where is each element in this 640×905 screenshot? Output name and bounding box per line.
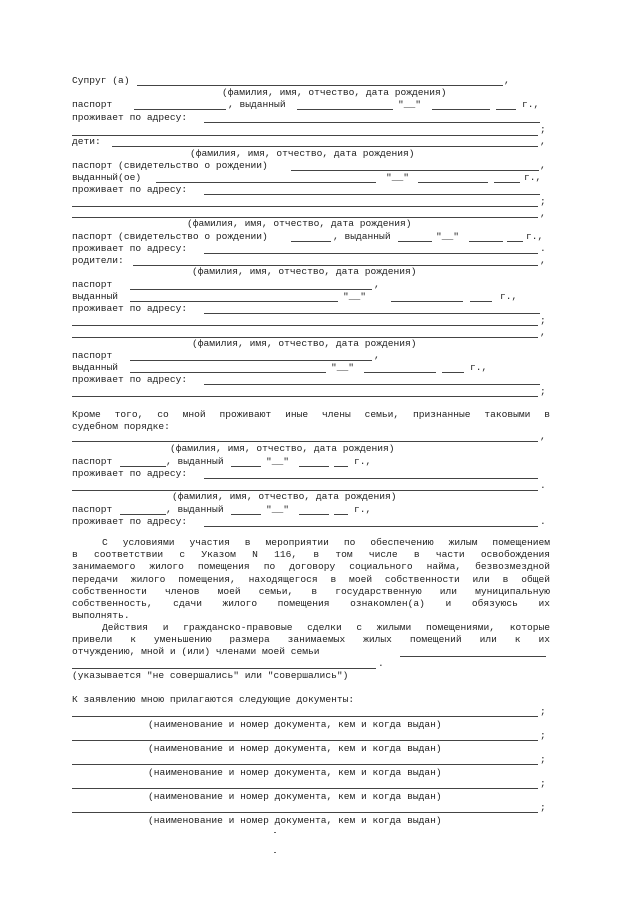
conditions-line-3: занимаемого жилого помещения по договору социального найма, безвозмездной (72, 561, 550, 572)
other1-caption: (фамилия, имя, отчество, дата рождения) (170, 443, 395, 454)
period: . (540, 243, 546, 254)
parent2-issued-label: выданный (72, 362, 119, 373)
spouse-name-field[interactable] (137, 85, 503, 86)
child1-name-field[interactable] (112, 146, 538, 147)
comma: , (540, 136, 546, 147)
child1-day-field[interactable]: "__" (386, 172, 410, 183)
comma: , (504, 75, 510, 86)
other1-year-label: г., (354, 456, 372, 467)
other2-year-field[interactable] (334, 514, 348, 515)
other2-address-label: проживает по адресу: (72, 516, 188, 527)
spouse-passport-label: паспорт (72, 99, 113, 110)
deals-line-1: Действия и гражданско-правовые сделки с жилыми помещениями, которые (102, 622, 550, 633)
child2-passport-label: паспорт (свидетельство о рождении) (72, 231, 268, 242)
child2-caption: (фамилия, имя, отчество, дата рождения) (187, 218, 412, 229)
parent2-caption: (фамилия, имя, отчество, дата рождения) (192, 338, 417, 349)
document-1-caption: (наименование и номер документа, кем и когда выдан) (148, 719, 442, 730)
parent1-issued-label: выданный (72, 291, 119, 302)
document-3-field[interactable] (72, 764, 538, 765)
other2-passport-label: паспорт (72, 504, 113, 515)
parent2-day-field[interactable]: "__" (331, 362, 355, 373)
spouse-day-field[interactable]: "__" (398, 99, 422, 110)
semicolon: ; (540, 778, 546, 789)
period: . (378, 658, 384, 669)
documents-heading: К заявлению мною прилагаются следующие документы: (72, 694, 355, 705)
child1-year-label: г., (524, 172, 542, 183)
parent2-year-label: г., (470, 362, 488, 373)
comma: , (540, 208, 546, 219)
comma: , (540, 160, 546, 171)
semicolon: ; (540, 196, 546, 207)
child2-month-field[interactable] (469, 241, 503, 242)
document-5-field[interactable] (72, 812, 538, 813)
parent1-address-field[interactable] (204, 313, 540, 314)
deals-line-2: привели к уменьшению размера занимаемых жилых помещений или к их (72, 634, 550, 645)
period: . (540, 516, 546, 527)
other2-address-field[interactable] (204, 526, 538, 527)
conditions-line-5: собственности членов моей семьи, в государственную или муниципальную (72, 586, 550, 597)
scan-speck (274, 852, 276, 853)
document-4-field[interactable] (72, 788, 538, 789)
child1-passport-label: паспорт (свидетельство о рождении) (72, 160, 268, 171)
child1-caption: (фамилия, имя, отчество, дата рождения) (190, 148, 415, 159)
deals-note: (указывается "не совершались" или "совершались") (72, 670, 349, 681)
child1-issued-by-field[interactable] (156, 182, 376, 183)
spouse-caption: (фамилия, имя, отчество, дата рождения) (222, 87, 447, 98)
child1-year-field[interactable] (494, 182, 520, 183)
other2-year-label: г., (354, 504, 372, 515)
parent2-address-field[interactable] (204, 384, 540, 385)
child2-address-field[interactable] (204, 253, 538, 254)
comma: , (540, 431, 546, 442)
parent1-passport-field[interactable] (130, 289, 372, 290)
child1-address-field[interactable] (204, 194, 540, 195)
child2-day-field[interactable]: "__" (436, 231, 460, 242)
spouse-address-field[interactable] (204, 122, 540, 123)
semicolon: ; (540, 706, 546, 717)
document-5-caption: (наименование и номер документа, кем и когда выдан) (148, 815, 442, 826)
child2-address-label: проживает по адресу: (72, 243, 188, 254)
other1-day-field[interactable]: "__" (266, 456, 290, 467)
other1-year-field[interactable] (334, 466, 348, 467)
child1-issued-label: выданный(ое) (72, 172, 142, 183)
parent1-passport-label: паспорт (72, 279, 113, 290)
other2-issued-label: , выданный (166, 504, 224, 515)
other2-day-field[interactable]: "__" (266, 504, 290, 515)
parent2-month-field[interactable] (364, 372, 436, 373)
conditions-line-1: С условиями участия в мероприятии по обеспечению жилым помещением (102, 537, 550, 548)
other1-issued-label: , выданный (166, 456, 224, 467)
semicolon: ; (540, 315, 546, 326)
document-2-field[interactable] (72, 740, 538, 741)
parent1-year-field[interactable] (470, 301, 492, 302)
spouse-address-field-2[interactable] (72, 135, 538, 136)
other1-address-field[interactable] (204, 478, 538, 479)
semicolon: ; (540, 802, 546, 813)
other2-caption: (фамилия, имя, отчество, дата рождения) (172, 491, 397, 502)
child2-issued-label: , выданный (333, 231, 391, 242)
other2-passport-field[interactable] (120, 514, 166, 515)
parent2-year-field[interactable] (442, 372, 464, 373)
conditions-line-2: в соответствии с Указом N 116, в том числе в части освобождения (72, 549, 550, 560)
parent1-issued-by-field[interactable] (130, 301, 338, 302)
spouse-issued-by-field[interactable] (297, 109, 393, 110)
conditions-line-6: собственность, сдачи жилого помещения ознакомлен(а) и обязуюсь их (72, 598, 550, 609)
conditions-line-4: передачи жилого помещения, находящегося в моей собственности или в общей (72, 574, 550, 585)
child1-month-field[interactable] (418, 182, 488, 183)
document-2-caption: (наименование и номер документа, кем и когда выдан) (148, 743, 442, 754)
document-1-field[interactable] (72, 716, 538, 717)
other1-passport-label: паспорт (72, 456, 113, 467)
other1-month-field[interactable] (299, 466, 329, 467)
deals-field-2[interactable] (72, 668, 376, 669)
period: . (540, 480, 546, 491)
semicolon: ; (540, 386, 546, 397)
other1-passport-field[interactable] (120, 466, 166, 467)
scan-speck (274, 832, 276, 833)
parent2-passport-field[interactable] (130, 360, 372, 361)
child1-address-field-2[interactable] (72, 206, 538, 207)
parent2-passport-label: паспорт (72, 350, 113, 361)
spouse-month-field[interactable] (432, 109, 490, 110)
child2-passport-field[interactable] (291, 241, 331, 242)
parent2-address-field-2[interactable] (72, 396, 538, 397)
others-line-2: судебном порядке: (72, 421, 170, 432)
comma: , (374, 279, 380, 290)
comma: , (374, 350, 380, 361)
deals-line-3: отчуждению, мной и (или) членами моей семьи (72, 646, 320, 657)
conditions-line-7: выполнять. (72, 610, 130, 621)
child1-passport-field[interactable] (291, 170, 539, 171)
other2-month-field[interactable] (299, 514, 329, 515)
parents-label: родители: (72, 255, 124, 266)
child1-address-label: проживает по адресу: (72, 184, 188, 195)
other1-issued-by-field[interactable] (231, 466, 261, 467)
spouse-address-label: проживает по адресу: (72, 112, 188, 123)
document-3-caption: (наименование и номер документа, кем и когда выдан) (148, 767, 442, 778)
parent1-address-label: проживает по адресу: (72, 303, 188, 314)
parent2-address-label: проживает по адресу: (72, 374, 188, 385)
deals-field[interactable] (400, 656, 546, 657)
spouse-passport-field[interactable] (134, 109, 226, 110)
semicolon: ; (540, 754, 546, 765)
comma: , (540, 255, 546, 266)
other1-address-label: проживает по адресу: (72, 468, 188, 479)
spouse-issued-label: , выданный (228, 99, 286, 110)
parent2-issued-by-field[interactable] (130, 372, 326, 373)
spouse-label: Супруг (а) (72, 75, 130, 86)
parent1-caption: (фамилия, имя, отчество, дата рождения) (192, 266, 417, 277)
others-line-1: Кроме того, со мной проживают иные члены семьи, признанные таковыми в (72, 409, 550, 420)
parent1-day-field[interactable]: "__" (343, 291, 367, 302)
comma: , (540, 327, 546, 338)
spouse-year-label: г., (522, 99, 540, 110)
children-label: дети: (72, 136, 101, 147)
other1-name-field[interactable] (72, 441, 538, 442)
semicolon: ; (540, 124, 546, 135)
child2-year-field[interactable] (507, 241, 523, 242)
semicolon: ; (540, 730, 546, 741)
parent1-month-field[interactable] (391, 301, 463, 302)
parent1-year-label: г., (500, 291, 518, 302)
other2-issued-by-field[interactable] (231, 514, 261, 515)
document-4-caption: (наименование и номер документа, кем и когда выдан) (148, 791, 442, 802)
spouse-year-field[interactable] (496, 109, 516, 110)
child2-year-label: г., (526, 231, 544, 242)
child2-issued-by-field[interactable] (398, 241, 432, 242)
parent1-address-field-2[interactable] (72, 325, 538, 326)
